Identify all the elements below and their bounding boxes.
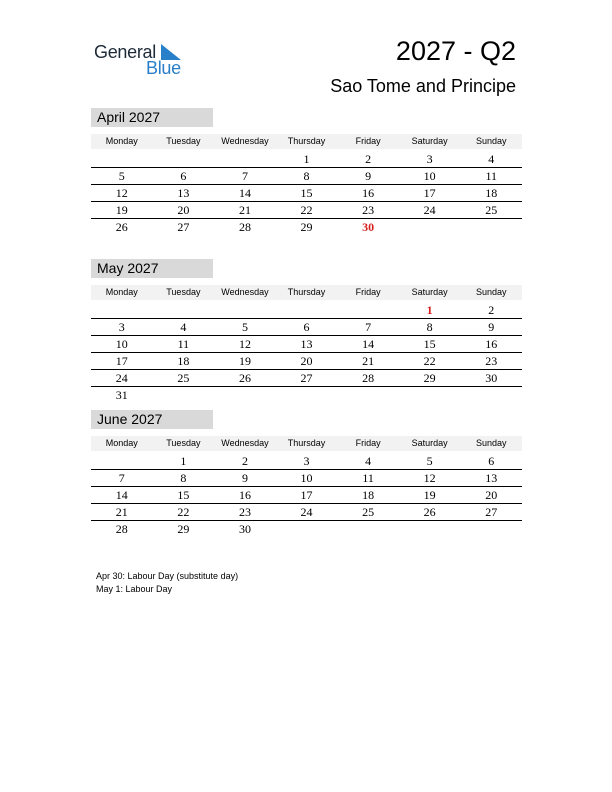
day-cell: 15	[300, 186, 313, 200]
weekday-label: Thursday	[287, 438, 326, 448]
day-cell: 29	[300, 220, 313, 234]
empty-day-cell	[153, 387, 215, 403]
day-cell: 27	[300, 371, 313, 385]
day-cell: 8	[426, 320, 433, 334]
day-cell: 4	[180, 320, 187, 334]
day-cell: 25	[362, 505, 375, 519]
day-cell: 11	[362, 471, 374, 485]
day-cell: 5	[241, 320, 248, 334]
weekday-label: Thursday	[287, 287, 326, 297]
country-subtitle: Sao Tome and Principe	[330, 76, 516, 96]
empty-day-cell	[276, 302, 338, 318]
weekday-label: Friday	[355, 287, 381, 297]
day-cell: 22	[177, 505, 190, 519]
day-cell: 28	[115, 522, 128, 536]
weekday-label: Sunday	[475, 136, 507, 146]
empty-day-cell	[337, 521, 399, 537]
weekday-label: Sunday	[475, 287, 507, 297]
empty-day-cell	[399, 521, 461, 537]
day-cell: 10	[115, 337, 128, 351]
day-cell: 5	[426, 454, 433, 468]
day-cell: 4	[488, 152, 495, 166]
week-row	[91, 387, 522, 403]
day-cell: 14	[115, 488, 128, 502]
week-row	[91, 185, 522, 202]
day-cell: 8	[303, 169, 310, 183]
day-cell: 24	[300, 505, 313, 519]
empty-day-cell	[337, 387, 399, 403]
day-cell: 23	[485, 354, 498, 368]
empty-day-cell	[337, 302, 399, 318]
week-row	[91, 302, 522, 319]
weekday-label: Wednesday	[221, 136, 269, 146]
month-label: May 2027	[91, 259, 213, 278]
week-row	[91, 168, 522, 185]
empty-day-cell	[91, 302, 153, 318]
holiday-day-cell: 30	[362, 220, 375, 234]
week-row	[91, 319, 522, 336]
day-cell: 6	[303, 320, 310, 334]
day-cell: 9	[488, 320, 495, 334]
empty-day-cell	[399, 387, 461, 403]
weekday-label: Friday	[355, 136, 381, 146]
week-row	[91, 151, 522, 168]
week-row	[91, 470, 522, 487]
day-cell: 27	[485, 505, 498, 519]
empty-day-cell	[153, 151, 215, 167]
weekday-label: Wednesday	[221, 438, 269, 448]
day-cell: 17	[300, 488, 313, 502]
day-cell: 21	[238, 203, 251, 217]
weekday-label: Wednesday	[221, 287, 269, 297]
month-calendar-may	[91, 259, 522, 403]
day-cell: 26	[238, 371, 251, 385]
day-cell: 4	[365, 454, 372, 468]
day-cell: 19	[238, 354, 251, 368]
week-row	[91, 487, 522, 504]
holiday-notes	[96, 570, 238, 596]
day-cell: 27	[177, 220, 190, 234]
day-cell: 12	[115, 186, 128, 200]
day-cell: 7	[365, 320, 372, 334]
day-cell: 15	[423, 337, 436, 351]
day-cell: 2	[241, 454, 248, 468]
week-row	[91, 453, 522, 470]
brand-logo	[94, 40, 194, 80]
empty-day-cell	[399, 219, 461, 235]
day-cell: 23	[238, 505, 251, 519]
weekday-label: Saturday	[411, 136, 448, 146]
day-cell: 19	[115, 203, 128, 217]
day-cell: 16	[485, 337, 498, 351]
weekday-header-row	[91, 436, 522, 451]
day-cell: 22	[300, 203, 313, 217]
day-cell: 24	[115, 371, 128, 385]
logo-text-blue: Blue	[146, 58, 181, 78]
week-row	[91, 202, 522, 219]
empty-day-cell	[91, 151, 153, 167]
day-cell: 11	[485, 169, 498, 183]
week-row	[91, 219, 522, 235]
month-label: June 2027	[91, 410, 213, 429]
week-row	[91, 370, 522, 387]
day-cell: 18	[177, 354, 190, 368]
month-calendar-april	[91, 108, 522, 235]
empty-day-cell	[276, 387, 338, 403]
weekday-header-row	[91, 134, 522, 149]
day-cell: 28	[238, 220, 251, 234]
day-cell: 3	[118, 320, 125, 334]
empty-day-cell	[460, 387, 522, 403]
holiday-note: May 1: Labour Day	[96, 584, 173, 594]
day-cell: 20	[300, 354, 313, 368]
weekday-label: Monday	[105, 287, 138, 297]
weekday-label: Saturday	[411, 287, 448, 297]
day-cell: 1	[303, 152, 310, 166]
day-cell: 9	[365, 169, 372, 183]
day-cell: 24	[423, 203, 436, 217]
day-cell: 7	[241, 169, 248, 183]
day-cell: 8	[180, 471, 187, 485]
day-cell: 25	[177, 371, 190, 385]
logo-text-general: General	[94, 42, 156, 62]
weekday-label: Tuesday	[166, 136, 201, 146]
week-rows	[91, 151, 522, 235]
day-cell: 12	[423, 471, 436, 485]
day-cell: 13	[177, 186, 190, 200]
weekday-header-row	[91, 285, 522, 300]
month-calendar-june	[91, 410, 522, 537]
week-row	[91, 353, 522, 370]
day-cell: 9	[241, 471, 248, 485]
weekday-label: Saturday	[411, 438, 448, 448]
month-label: April 2027	[91, 108, 213, 127]
day-cell: 2	[365, 152, 372, 166]
holiday-note: Apr 30: Labour Day (substitute day)	[96, 571, 239, 581]
day-cell: 11	[177, 337, 190, 351]
day-cell: 23	[362, 203, 375, 217]
day-cell: 18	[485, 186, 498, 200]
day-cell: 31	[115, 388, 128, 402]
day-cell: 5	[118, 169, 125, 183]
day-cell: 6	[488, 454, 495, 468]
weekday-label: Tuesday	[166, 287, 201, 297]
day-cell: 26	[115, 220, 128, 234]
week-row	[91, 504, 522, 521]
day-cell: 16	[238, 488, 251, 502]
day-cell: 21	[362, 354, 375, 368]
day-cell: 14	[362, 337, 375, 351]
weekday-label: Monday	[105, 136, 138, 146]
week-row	[91, 521, 522, 537]
week-rows	[91, 302, 522, 403]
empty-day-cell	[214, 387, 276, 403]
day-cell: 21	[115, 505, 128, 519]
page-title: 2027 - Q2	[395, 36, 516, 66]
day-cell: 26	[423, 505, 436, 519]
day-cell: 20	[177, 203, 190, 217]
day-cell: 3	[303, 454, 310, 468]
day-cell: 7	[118, 471, 125, 485]
day-cell: 19	[423, 488, 436, 502]
day-cell: 18	[362, 488, 375, 502]
day-cell: 1	[180, 454, 187, 468]
day-cell: 25	[485, 203, 498, 217]
day-cell: 12	[238, 337, 251, 351]
day-cell: 28	[362, 371, 375, 385]
day-cell: 30	[238, 522, 251, 536]
weekday-label: Sunday	[475, 438, 507, 448]
day-cell: 17	[423, 186, 436, 200]
holiday-day-cell: 1	[426, 303, 433, 317]
empty-day-cell	[91, 453, 153, 469]
day-cell: 16	[362, 186, 375, 200]
day-cell: 29	[423, 371, 436, 385]
day-cell: 3	[426, 152, 433, 166]
day-cell: 13	[300, 337, 313, 351]
day-cell: 17	[115, 354, 128, 368]
weekday-label: Thursday	[287, 136, 326, 146]
day-cell: 22	[423, 354, 436, 368]
empty-day-cell	[214, 302, 276, 318]
weekday-label: Tuesday	[166, 438, 201, 448]
empty-day-cell	[460, 521, 522, 537]
day-cell: 30	[485, 371, 498, 385]
weekday-label: Monday	[105, 438, 138, 448]
day-cell: 29	[177, 522, 190, 536]
empty-day-cell	[460, 219, 522, 235]
week-rows	[91, 453, 522, 537]
day-cell: 20	[485, 488, 498, 502]
day-cell: 14	[238, 186, 251, 200]
empty-day-cell	[276, 521, 338, 537]
day-cell: 6	[180, 169, 187, 183]
empty-day-cell	[153, 302, 215, 318]
day-cell: 10	[423, 169, 436, 183]
day-cell: 10	[300, 471, 313, 485]
empty-day-cell	[214, 151, 276, 167]
weekday-label: Friday	[355, 438, 381, 448]
day-cell: 2	[488, 303, 495, 317]
day-cell: 13	[485, 471, 498, 485]
week-row	[91, 336, 522, 353]
day-cell: 15	[177, 488, 190, 502]
